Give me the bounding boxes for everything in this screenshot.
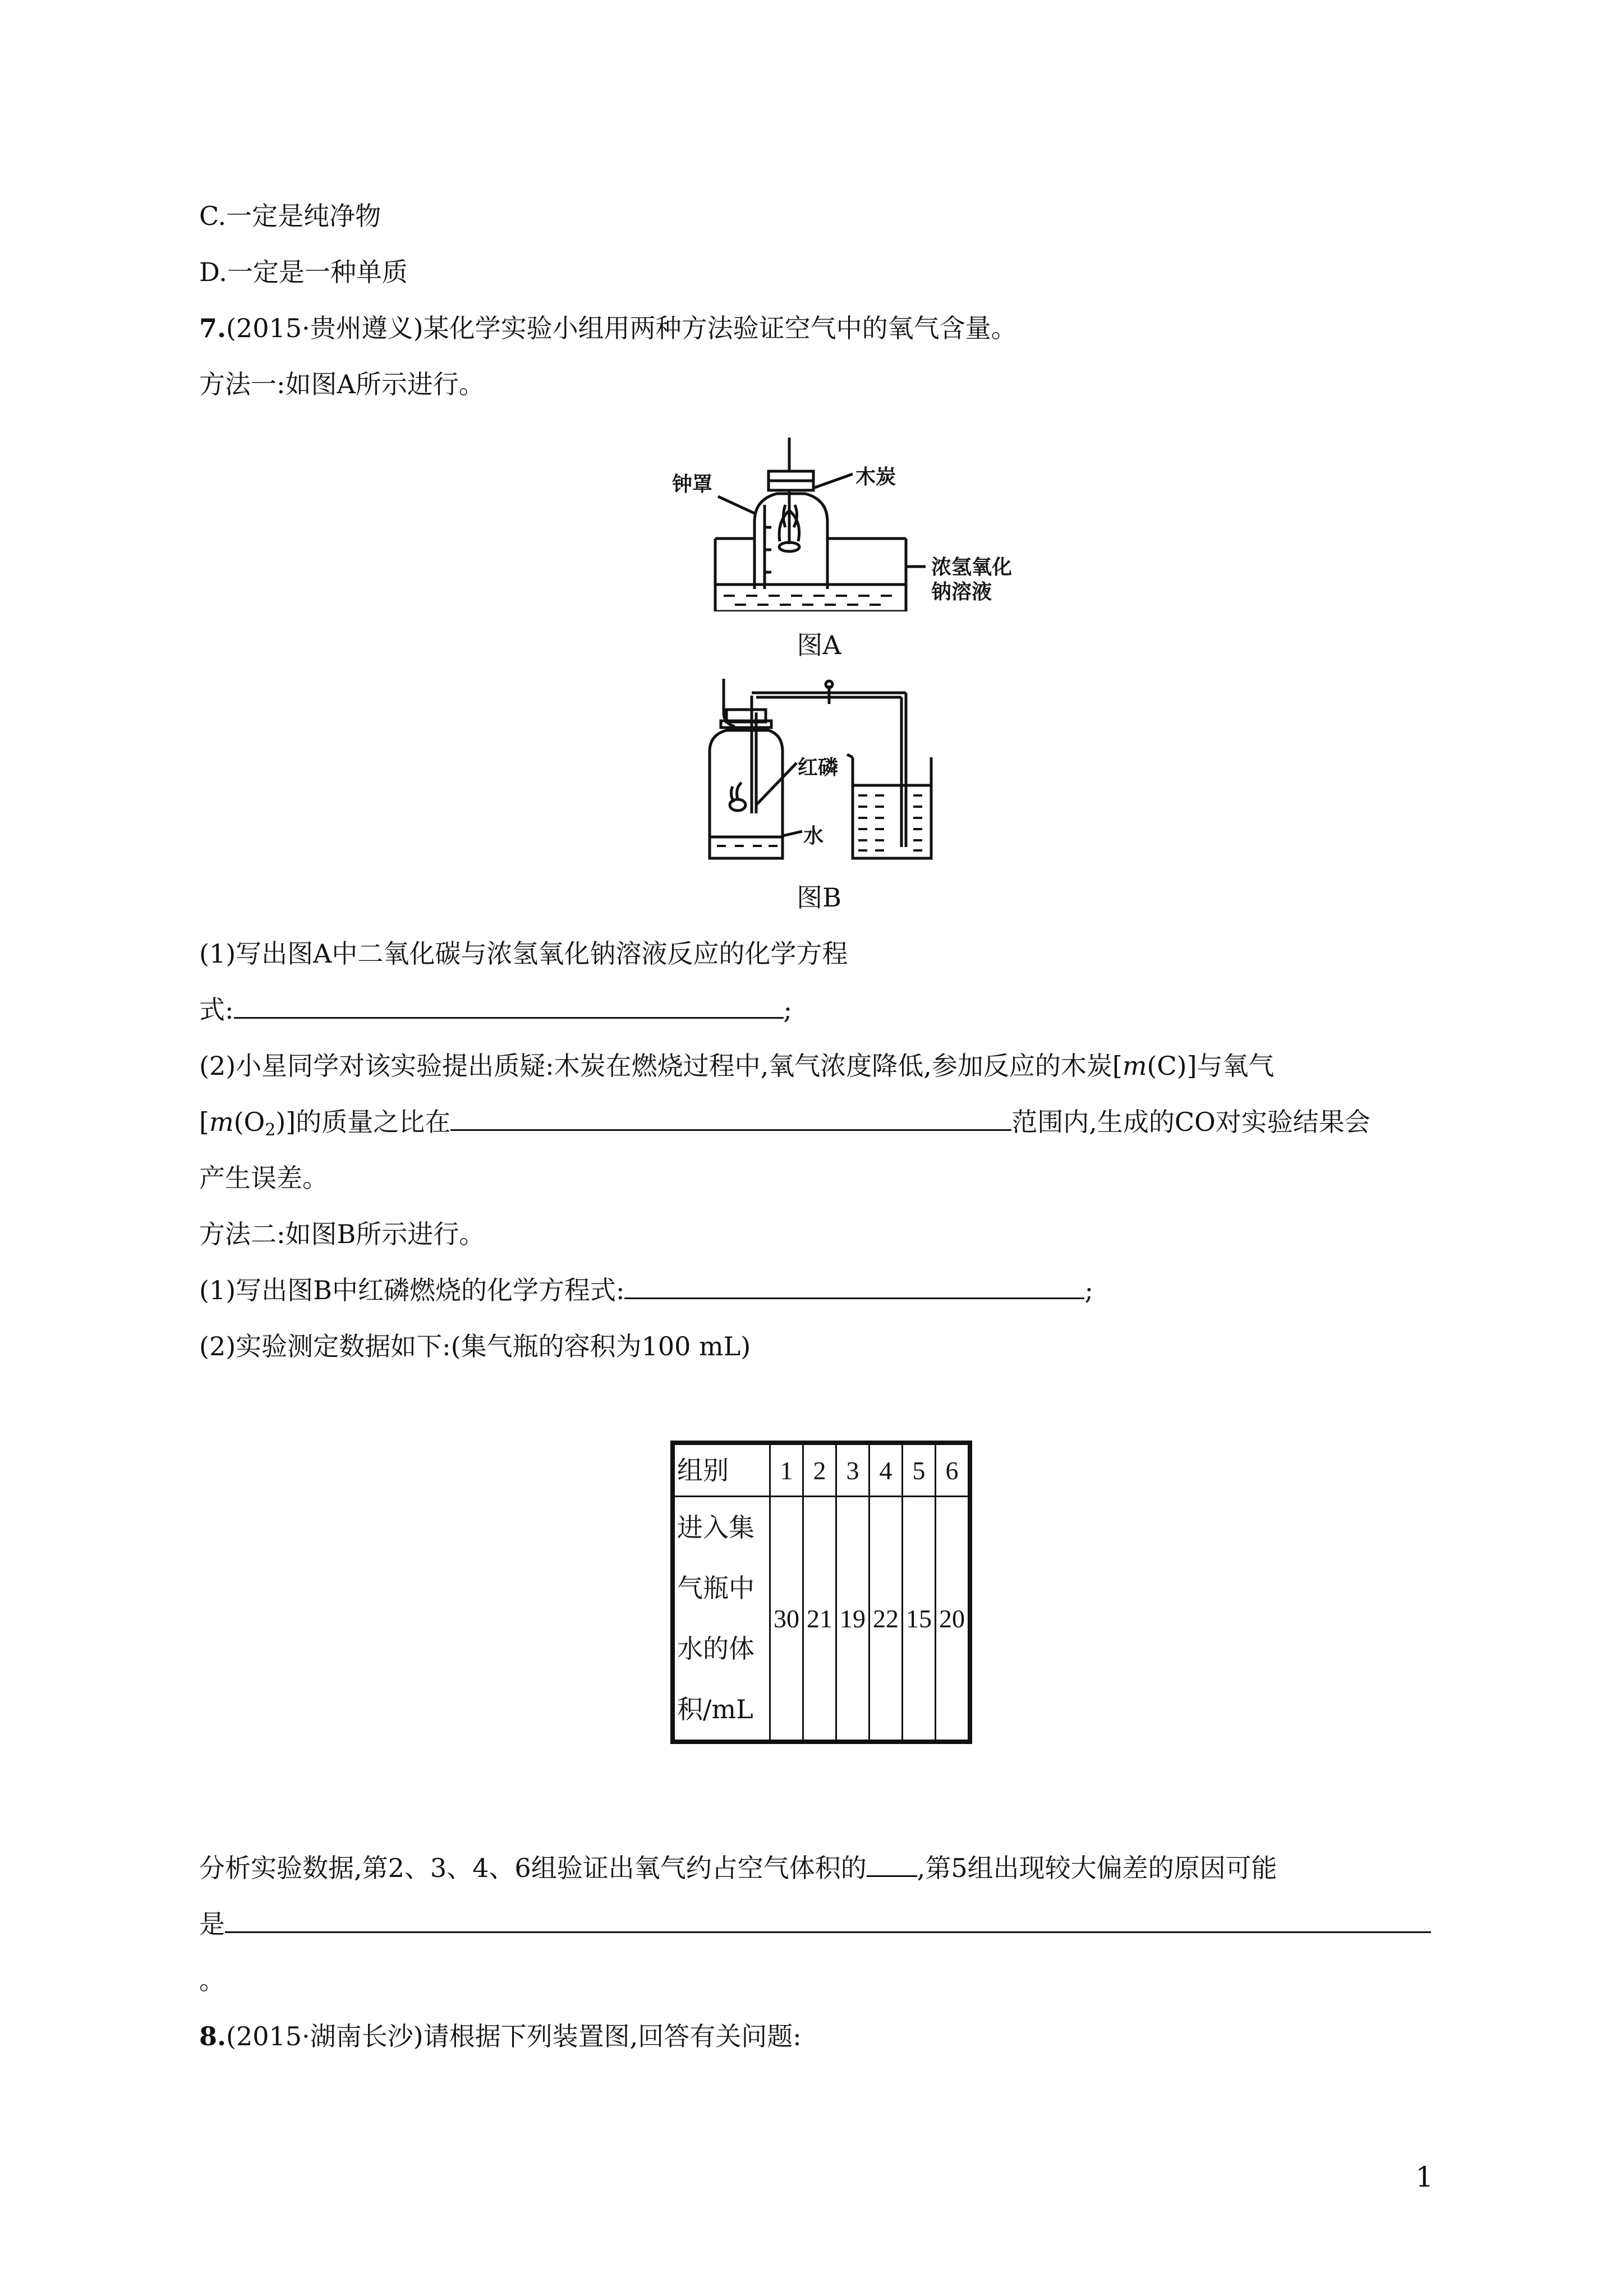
option-d: D.一定是一种单质 (199, 257, 408, 287)
label-red-phosphorus: 红磷 (798, 756, 839, 779)
table-cell-volume: 19 (836, 1497, 869, 1742)
experiment-data-table (670, 1441, 972, 1744)
label-bell-jar: 钟罩 (672, 473, 713, 496)
method-2-question-1: (1)写出图B中红磷燃烧的化学方程式: ; (199, 1275, 1093, 1305)
table-cell-group: 4 (869, 1443, 903, 1497)
analysis-line-2: 是 (199, 1907, 1431, 1941)
table-header-group: 组别 (673, 1443, 770, 1497)
method-1-intro: 方法一:如图A所示进行。 (199, 369, 485, 399)
analysis-line-3: 。 (199, 1965, 225, 1995)
question-text: 请根据下列装置图,回答有关问题: (423, 2021, 802, 2051)
answer-blank[interactable] (867, 1852, 917, 1877)
label-charcoal: 木炭 (855, 466, 896, 489)
answer-blank[interactable] (234, 993, 784, 1019)
table-cell-group: 5 (903, 1443, 936, 1497)
label-water: 水 (803, 825, 824, 848)
question-7-stem (199, 311, 1017, 345)
table-cell-group: 3 (836, 1443, 869, 1497)
table-cell-volume: 30 (770, 1497, 803, 1742)
method-2-intro: 方法二:如图B所示进行。 (199, 1219, 485, 1249)
figure-a-caption: 图A (797, 630, 841, 660)
question-8-stem (199, 2019, 802, 2053)
question-text: 某化学实验小组用两种方法验证空气中的氧气含量。 (423, 313, 1017, 343)
method-1-question-2-line-2: $[m(O_2)]$的质量之比在 范围内,生成的CO对实验结果会 (199, 1107, 1370, 1140)
question-source: (2015·贵州遵义) (226, 313, 424, 343)
label-naoh-solution: 浓氢氧化 钠溶液 (931, 556, 1013, 604)
table-cell-volume: 21 (803, 1497, 836, 1742)
answer-blank[interactable] (624, 1274, 1084, 1299)
question-number: 7. (199, 313, 227, 343)
table-cell-group: 2 (803, 1443, 836, 1497)
figure-b-caption: 图B (797, 882, 841, 913)
table-cell-volume: 20 (936, 1497, 970, 1742)
answer-blank[interactable] (225, 1908, 1431, 1933)
method-1-question-2-line-3: 产生误差。 (199, 1163, 328, 1193)
table-row (673, 1443, 970, 1497)
table-row (673, 1497, 970, 1742)
method-1-question-2: (2)小星同学对该实验提出质疑:木炭在燃烧过程中,氧气浓度降低,参加反应的木炭[m(C)]与氧气 (199, 1051, 1275, 1081)
question-number: 8. (199, 2021, 227, 2051)
table-cell-group: 6 (936, 1443, 970, 1497)
method-1-question-1: (1)写出图A中二氧化碳与浓氢氧化钠溶液反应的化学方程 (199, 938, 848, 969)
page-number: 1 (1415, 2161, 1433, 2193)
option-c: C.一定是纯净物 (199, 201, 381, 231)
table-cell-volume: 22 (869, 1497, 903, 1742)
method-2-question-2: (2)实验测定数据如下:(集气瓶的容积为100 mL) (199, 1331, 751, 1361)
table-cell-volume: 15 (903, 1497, 936, 1742)
question-source: (2015·湖南长沙) (226, 2021, 424, 2051)
method-1-question-1-answer-line: 式: ; (199, 995, 792, 1025)
table-header-volume: 进入集 气瓶中 水的体 积/mL (673, 1497, 770, 1742)
answer-blank[interactable] (450, 1106, 1011, 1131)
analysis-line-1: 分析实验数据,第2、3、4、6组验证出氧气约占空气体积的 ,第5组出现较大偏差的原因可能 (199, 1853, 1277, 1883)
table-cell-group: 1 (770, 1443, 803, 1497)
